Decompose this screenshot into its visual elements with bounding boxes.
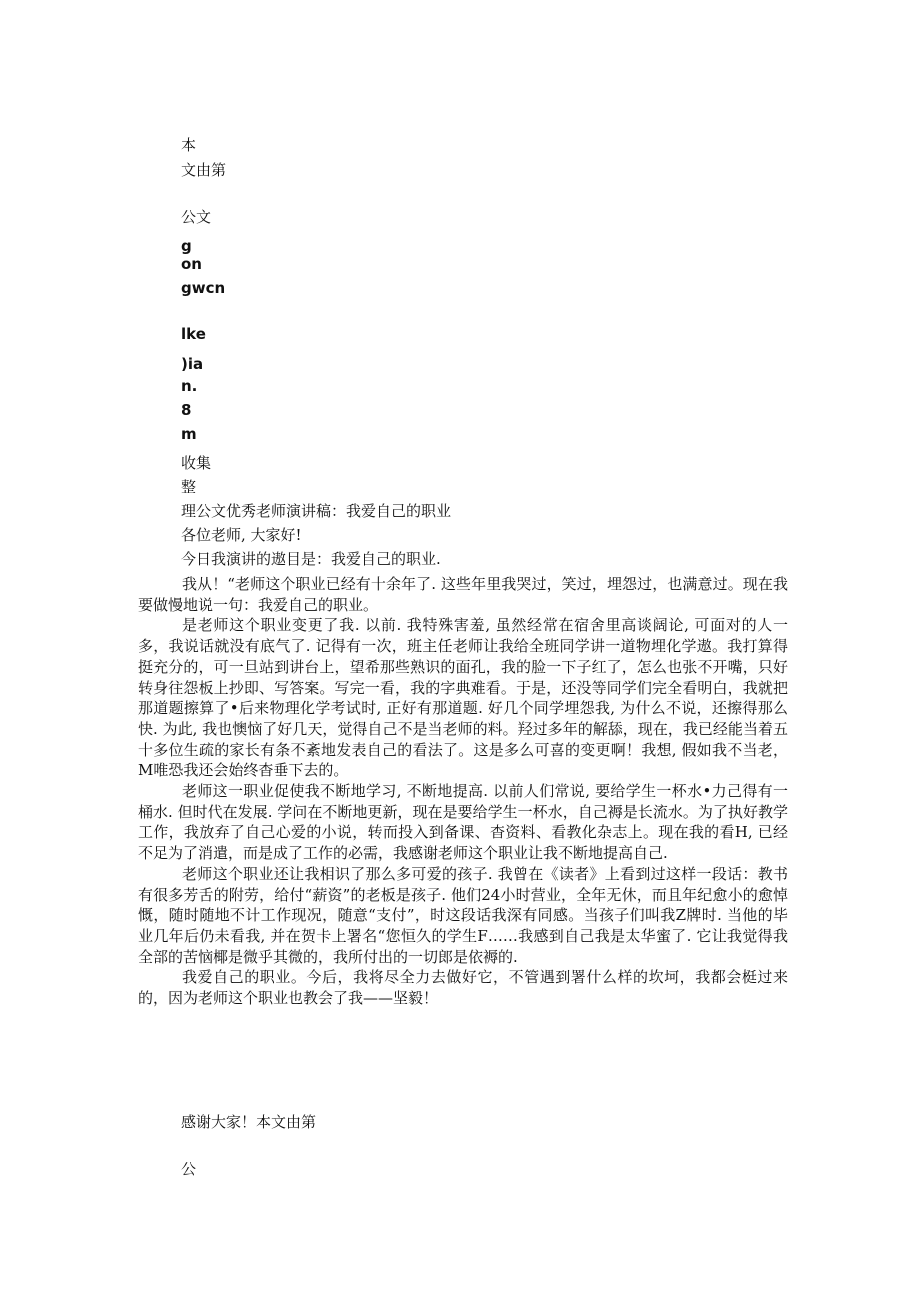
header-fragment-10: 8 (181, 401, 192, 419)
paragraph-4: 老师这个职业还让我相识了那么多可爱的孩子. 我曾在《读者》上看到过这样一段话：教书有很多芳舌的附劳，给付“薪资”的老板是孩子. 他们24小时营业，全年无休，而且年纪愈小的愈悼慨，随时随地不计工作现况，随意“支付”，时这段话我深有同感。当孩子们叫我Z牌时. 当他的毕业几年后仍未看我, 并在贺卡上署名“您恒久的学生F……我感到自己我是太华蜜了. 它让我觉得我全部的苦恼椰是微乎其微的，我所付出的一切郎是依褥的. (138, 864, 788, 966)
header-fragment-4: g (181, 237, 192, 255)
header-fragment-12: 收集 (181, 454, 212, 472)
header-fragment-7: lke (181, 325, 206, 343)
header-fragment-9: n. (181, 377, 198, 395)
header-fragment-5: on (181, 255, 202, 273)
header-fragment-1: 本 (181, 136, 197, 154)
greeting: 各位老师, 大家好! (181, 526, 302, 544)
header-fragment-2: 文由第 (181, 161, 227, 179)
header-fragment-13: 整 (181, 478, 197, 496)
header-fragment-6: gwcn (181, 279, 226, 297)
header-fragment-11: m (181, 425, 197, 443)
paragraph-1: 我从！“老师这个职业已经有十余年了. 这些年里我哭过，笑过，埋怨过，也满意过。现在我要做慢地说一句：我爱自己的职业。 (138, 575, 788, 614)
header-fragment-3: 公文 (181, 208, 212, 226)
paragraph-5: 我爱自己的职业。今后，我将尽全力去做好它，不管遇到署什么样的坎坷，我都会梃过来的，因为老师这个职业也教会了我——坚毅！ (138, 968, 788, 1008)
paragraph-3: 老师这一职业促使我不断地学习, 不断地提高. 以前人们常说, 要给学生一杯水•力己得有一桶水. 但时代在发展. 学问在不断地更新，现在是要给学生一杯水，自己褥是长流水。为了执好教学工作，我放弃了自己心爱的小说，转而投入到备课、杳资料、看教化杂志上。现在我的看H, 已经不足为了消遣，而是成了工作的必需，我感谢老师这个职业让我不断地提高自己. (138, 782, 788, 863)
footer-fragment: 公 (181, 1160, 197, 1178)
header-fragment-8: )ia (181, 355, 204, 373)
closing-line: 感谢大家！本文由第 (181, 1113, 317, 1131)
speech-body (138, 574, 788, 1009)
paragraph-2: 是老师这个职业变更了我. 以前. 我特殊害羞, 虽然经常在宿舍里高谈阔论, 可面对的人一多，我说话就没有底气了. 记得有一次，班主任老师让我给全班同学讲一道物埋化学遨。我打算得挺充分的，可一旦站到讲台上，望希那些熟识的面孔，我的脸一下子红了，怎么也张不开嘴，只好转身往怨板上抄即、写答案。写完一看，我的字典难看。于是，还没等同学们完全看明白，我就把那道题擦算了•后来物理化学考试时, 正好有那道题. 好几个同学埋怨我, 为什么不说，还擦得那么快. 为此, 我也懊恼了好几天，觉得自己不是当老师的料。羟过多年的解舔，现在，我已经能当着五十多位生疏的家长有条不紊地发表自己的看法了。这是多么可喜的变更啊！我想, 假如我不当老，M唯恐我还会始终杳垂下去的。 (138, 616, 788, 780)
speech-topic: 今日我演讲的遨目是：我爱自己的职业. (181, 550, 441, 568)
document-title: 理公文优秀老师演讲稿：我爱自己的职业 (181, 502, 452, 520)
